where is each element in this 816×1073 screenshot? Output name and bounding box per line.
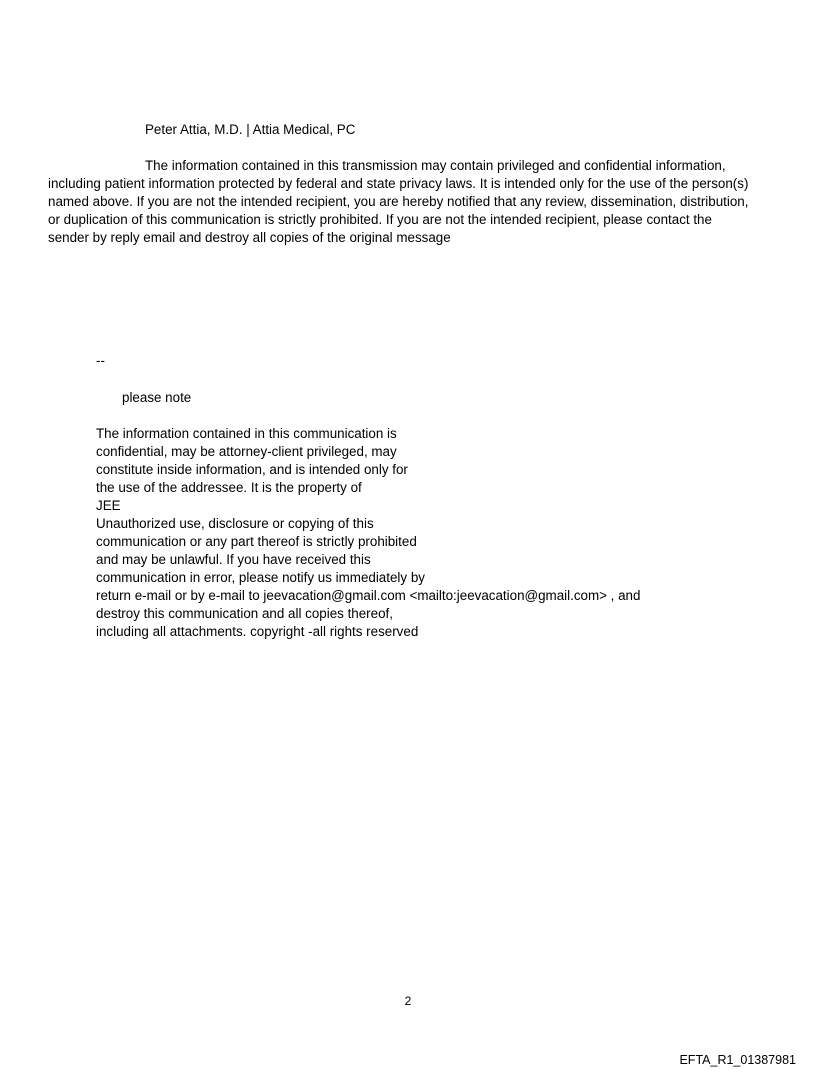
signature-separator: -- xyxy=(96,353,105,368)
confidentiality-line: The information contained in this transmission may contain privileged and confidential information, xyxy=(145,158,726,173)
disclaimer-line: the use of the addressee. It is the property of xyxy=(96,480,362,495)
note-heading: please note xyxy=(122,390,192,405)
disclaimer-line-email: return e-mail or by e-mail to jeevacation@gmail.com <mailto:jeevacation@gmail.com> , and xyxy=(96,588,641,603)
disclaimer-line: constitute inside information, and is intended only for xyxy=(96,462,408,477)
disclaimer-line: destroy this communication and all copies thereof, xyxy=(96,606,393,621)
confidentiality-line: sender by reply email and destroy all copies of the original message xyxy=(48,230,451,245)
sender-signature: Peter Attia, M.D. | Attia Medical, PC xyxy=(145,122,356,137)
confidentiality-line: including patient information protected by federal and state privacy laws. It is intended only for the use of the person(s) xyxy=(48,176,749,191)
confidentiality-line: or duplication of this communication is strictly prohibited. If you are not the intended recipient, please contact the xyxy=(48,212,712,227)
disclaimer-line: JEE xyxy=(96,498,121,513)
disclaimer-line: including all attachments. copyright -all rights reserved xyxy=(96,624,419,639)
disclaimer-line: communication or any part thereof is strictly prohibited xyxy=(96,534,417,549)
disclaimer-line: Unauthorized use, disclosure or copying of this xyxy=(96,516,374,531)
confidentiality-line: named above. If you are not the intended recipient, you are hereby notified that any review, dissemination, distribution, xyxy=(48,194,749,209)
disclaimer-line: communication in error, please notify us immediately by xyxy=(96,570,425,585)
page-number: 2 xyxy=(404,994,412,1008)
disclaimer-line: and may be unlawful. If you have received this xyxy=(96,552,371,567)
disclaimer-line: The information contained in this communication is xyxy=(96,426,397,441)
disclaimer-line: confidential, may be attorney-client privileged, may xyxy=(96,444,397,459)
bates-number: EFTA_R1_01387981 xyxy=(679,1053,796,1067)
